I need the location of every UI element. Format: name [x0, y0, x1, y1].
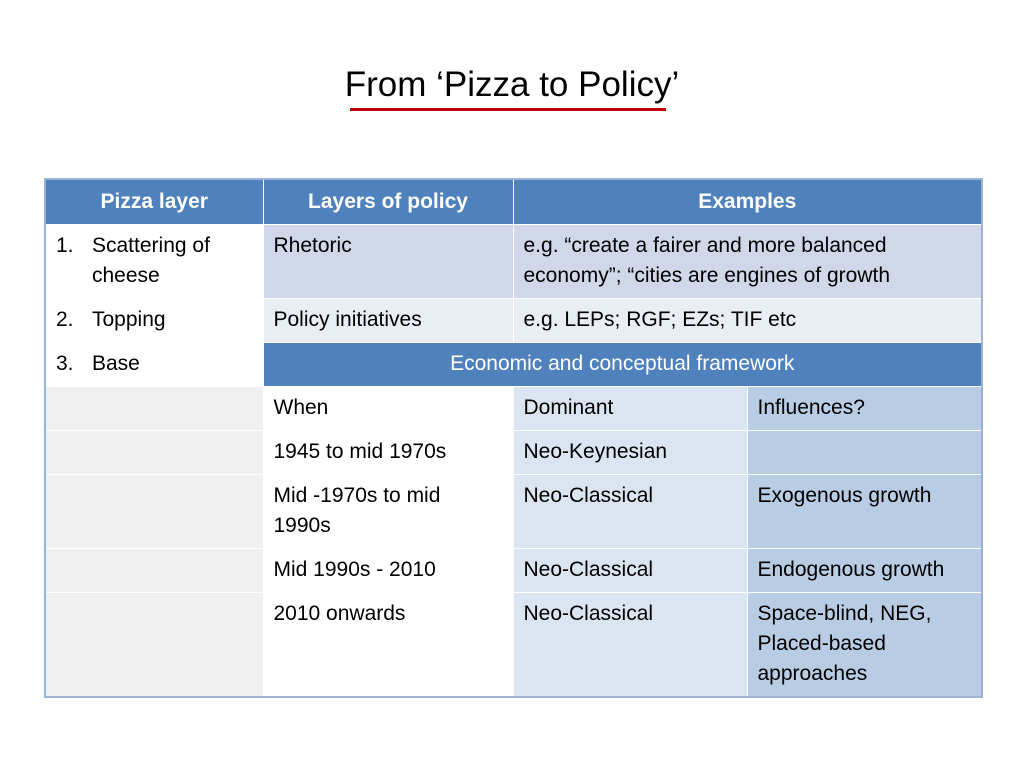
table-row: [45, 475, 982, 549]
header-examples: Examples: [513, 179, 982, 225]
row-number: 2.: [56, 308, 74, 331]
table-row: [45, 299, 982, 343]
empty-cell: [45, 549, 263, 593]
table-row: [45, 225, 982, 299]
policy-layer-cell: Policy initiatives: [263, 299, 513, 343]
pizza-layer-cell: [45, 343, 263, 387]
pizza-layer-label: Topping: [92, 308, 166, 331]
example-cell: e.g. LEPs; RGF; EZs; TIF etc: [513, 299, 982, 343]
dominant-cell: Neo-Classical: [513, 549, 747, 593]
dominant-cell: Neo-Classical: [513, 593, 747, 698]
policy-layer-cell: Rhetoric: [263, 225, 513, 299]
header-pizza-layer: Pizza layer: [45, 179, 263, 225]
table-row: [45, 431, 982, 475]
when-cell: Mid -1970s to mid 1990s: [263, 475, 513, 549]
dominant-cell: Neo-Keynesian: [513, 431, 747, 475]
influences-cell: [747, 431, 982, 475]
empty-cell: [45, 431, 263, 475]
slide-title: From ‘Pizza to Policy’: [344, 65, 680, 104]
empty-cell: [45, 387, 263, 431]
example-cell: e.g. “create a fairer and more balanced economy”; “cities are engines of growth: [513, 225, 982, 299]
row-number: 3.: [56, 352, 74, 375]
framework-banner: Economic and conceptual framework: [263, 343, 982, 387]
influences-cell: Endogenous growth: [747, 549, 982, 593]
sub-header-dominant: Dominant: [513, 387, 747, 431]
when-cell: Mid 1990s - 2010: [263, 549, 513, 593]
pizza-layer-label: Base: [92, 352, 140, 375]
table-row: [45, 549, 982, 593]
sub-header-when: When: [263, 387, 513, 431]
row-number: 1.: [56, 234, 74, 257]
empty-cell: [45, 475, 263, 549]
influences-cell: Space-blind, NEG, Placed-based approaches: [747, 593, 982, 698]
when-cell: 1945 to mid 1970s: [263, 431, 513, 475]
table-row: [45, 343, 982, 387]
pizza-layer-cell: [45, 225, 263, 299]
when-cell: 2010 onwards: [263, 593, 513, 698]
sub-header-influences: Influences?: [747, 387, 982, 431]
pizza-layer-cell: [45, 299, 263, 343]
table-header-row: [45, 179, 982, 225]
empty-cell: [45, 593, 263, 698]
header-layers-of-policy: Layers of policy: [263, 179, 513, 225]
sub-header-row: [45, 387, 982, 431]
pizza-policy-table: [44, 178, 983, 698]
title-underline: [350, 108, 666, 111]
pizza-layer-label: Scattering of cheese: [92, 234, 210, 287]
dominant-cell: Neo-Classical: [513, 475, 747, 549]
influences-cell: Exogenous growth: [747, 475, 982, 549]
table-row: [45, 593, 982, 698]
